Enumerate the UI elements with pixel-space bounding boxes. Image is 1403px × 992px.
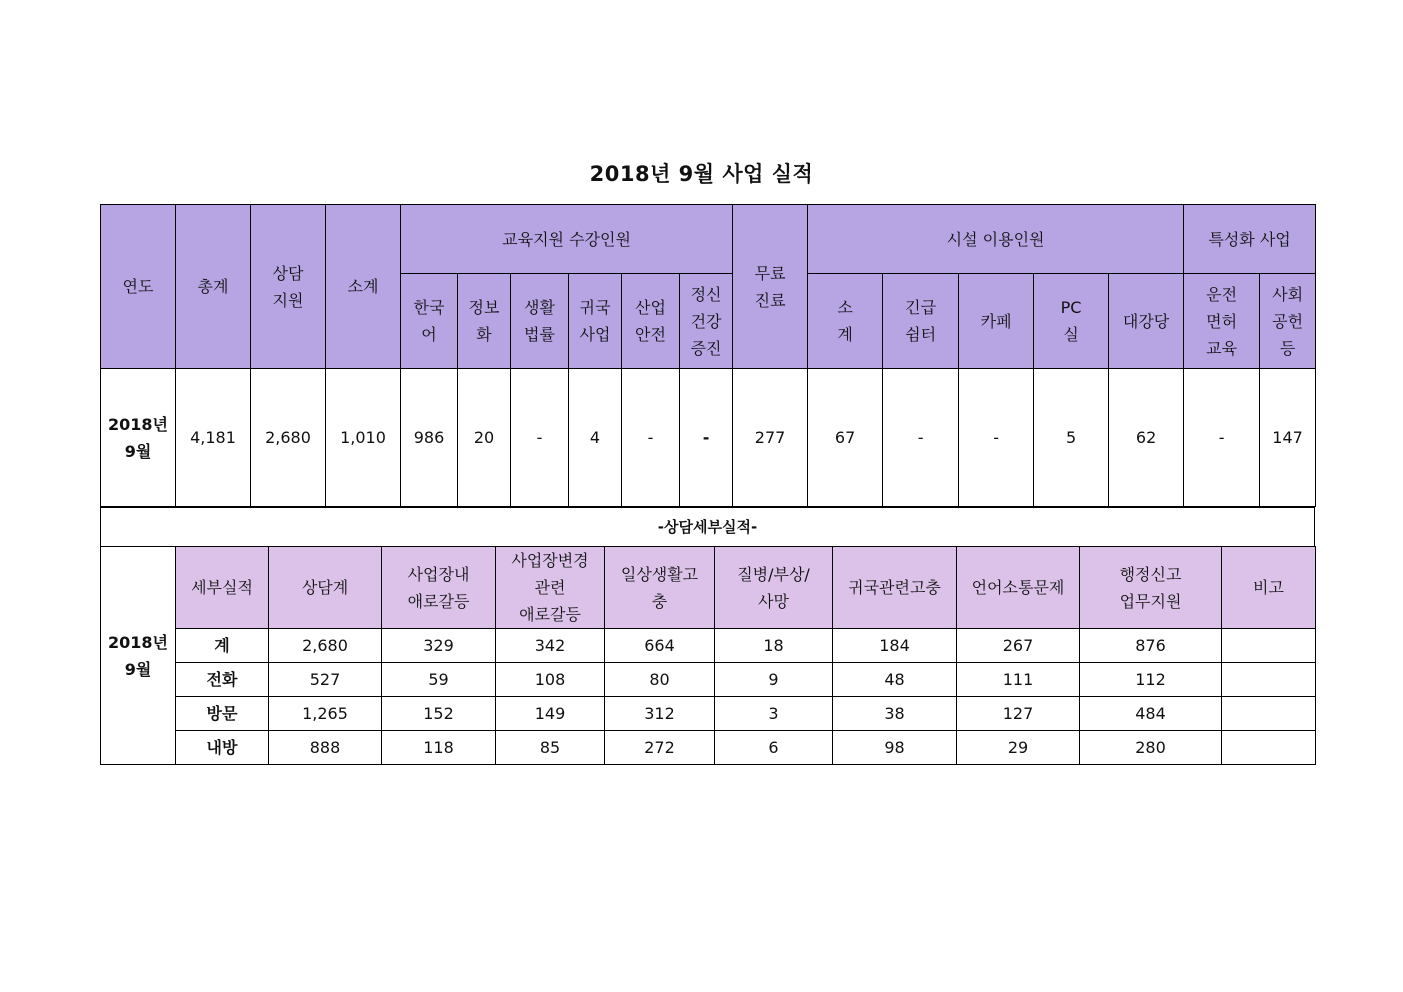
cell-it: 20 bbox=[458, 369, 511, 507]
cell-return: 4 bbox=[569, 369, 622, 507]
table-cell: 9 bbox=[715, 663, 833, 697]
header-korean: 한국 어 bbox=[401, 274, 458, 369]
table-cell: 85 bbox=[496, 731, 605, 765]
table-cell: 2,680 bbox=[269, 629, 382, 663]
row-label: 전화 bbox=[176, 663, 269, 697]
header-subtotal: 소계 bbox=[326, 205, 401, 369]
table-cell: 184 bbox=[833, 629, 957, 663]
detail-header-return: 귀국관련고충 bbox=[833, 547, 957, 629]
detail-header-workplace-change: 사업장변경 관련 애로갈등 bbox=[496, 547, 605, 629]
cell-social-contribution: 147 bbox=[1260, 369, 1316, 507]
table-cell: 112 bbox=[1080, 663, 1222, 697]
table-cell: 29 bbox=[957, 731, 1080, 765]
cell-life-law: - bbox=[511, 369, 569, 507]
table-cell: 664 bbox=[605, 629, 715, 663]
table-cell: 267 bbox=[957, 629, 1080, 663]
cell-facility-subtotal: 67 bbox=[808, 369, 883, 507]
table-row bbox=[101, 629, 1316, 663]
cell-free-clinic: 277 bbox=[733, 369, 808, 507]
header-year: 연도 bbox=[101, 205, 176, 369]
table-cell: 280 bbox=[1080, 731, 1222, 765]
table-row bbox=[101, 697, 1316, 731]
page-title: 2018년 9월 사업 실적 bbox=[589, 162, 814, 186]
cell-counsel: 2,680 bbox=[251, 369, 326, 507]
detail-header-counsel-total: 상담계 bbox=[269, 547, 382, 629]
table-cell: 149 bbox=[496, 697, 605, 731]
performance-table bbox=[100, 204, 1316, 507]
table-cell bbox=[1222, 629, 1316, 663]
header-facility-subtotal: 소 계 bbox=[808, 274, 883, 369]
cell-emergency-shelter: - bbox=[883, 369, 959, 507]
detail-header-remarks: 비고 bbox=[1222, 547, 1316, 629]
table-cell: 152 bbox=[382, 697, 496, 731]
header-it: 정보 화 bbox=[458, 274, 511, 369]
detail-table bbox=[100, 546, 1316, 765]
header-counsel: 상담 지원 bbox=[251, 205, 326, 369]
header-cafe: 카페 bbox=[959, 274, 1034, 369]
header-auditorium: 대강당 bbox=[1109, 274, 1184, 369]
table-cell: 527 bbox=[269, 663, 382, 697]
header-driving-license: 운전 면허 교육 bbox=[1184, 274, 1260, 369]
header-mental-health: 정신 건강 증진 bbox=[680, 274, 733, 369]
row-label: 내방 bbox=[176, 731, 269, 765]
detail-header-workplace-conflict: 사업장내 애로갈등 bbox=[382, 547, 496, 629]
cell-subtotal: 1,010 bbox=[326, 369, 401, 507]
cell-cafe: - bbox=[959, 369, 1034, 507]
table-cell: 127 bbox=[957, 697, 1080, 731]
cell-industrial-safety: - bbox=[622, 369, 680, 507]
table-cell: 484 bbox=[1080, 697, 1222, 731]
cell-mental-health: - bbox=[680, 369, 733, 507]
table-cell: 48 bbox=[833, 663, 957, 697]
table-cell bbox=[1222, 731, 1316, 765]
row-label: 계 bbox=[176, 629, 269, 663]
header-return: 귀국 사업 bbox=[569, 274, 622, 369]
cell-pc-room: 5 bbox=[1034, 369, 1109, 507]
header-emergency-shelter: 긴급 쉼터 bbox=[883, 274, 959, 369]
cell-driving-license: - bbox=[1184, 369, 1260, 507]
detail-header-category: 세부실적 bbox=[176, 547, 269, 629]
detail-header-illness: 질병/부상/ 사망 bbox=[715, 547, 833, 629]
header-education-group: 교육지원 수강인원 bbox=[401, 205, 733, 274]
detail-title: -상담세부실적- bbox=[101, 508, 1315, 547]
table-cell: 98 bbox=[833, 731, 957, 765]
table-cell: 108 bbox=[496, 663, 605, 697]
detail-header-language: 언어소통문제 bbox=[957, 547, 1080, 629]
detail-title-table bbox=[100, 507, 1315, 547]
cell-auditorium: 62 bbox=[1109, 369, 1184, 507]
table-cell: 3 bbox=[715, 697, 833, 731]
table-cell: 59 bbox=[382, 663, 496, 697]
table-cell: 80 bbox=[605, 663, 715, 697]
detail-year: 2018년 9월 bbox=[101, 547, 176, 765]
detail-header-daily-life: 일상생활고 충 bbox=[605, 547, 715, 629]
cell-year: 2018년 9월 bbox=[101, 369, 176, 507]
table-row bbox=[101, 663, 1316, 697]
table-cell: 329 bbox=[382, 629, 496, 663]
table-cell: 312 bbox=[605, 697, 715, 731]
cell-total: 4,181 bbox=[176, 369, 251, 507]
table-row bbox=[101, 731, 1316, 765]
header-free-clinic: 무료 진료 bbox=[733, 205, 808, 369]
header-facility-group: 시설 이용인원 bbox=[808, 205, 1184, 274]
table-cell: 272 bbox=[605, 731, 715, 765]
header-social-contribution: 사회 공헌 등 bbox=[1260, 274, 1316, 369]
table-cell bbox=[1222, 663, 1316, 697]
table-cell bbox=[1222, 697, 1316, 731]
table-cell: 111 bbox=[957, 663, 1080, 697]
table-cell: 888 bbox=[269, 731, 382, 765]
table-cell: 876 bbox=[1080, 629, 1222, 663]
row-label: 방문 bbox=[176, 697, 269, 731]
header-life-law: 생활 법률 bbox=[511, 274, 569, 369]
header-total: 총계 bbox=[176, 205, 251, 369]
table-cell: 118 bbox=[382, 731, 496, 765]
table-cell: 6 bbox=[715, 731, 833, 765]
header-industrial-safety: 산업 안전 bbox=[622, 274, 680, 369]
cell-korean: 986 bbox=[401, 369, 458, 507]
header-pc-room: PC 실 bbox=[1034, 274, 1109, 369]
detail-header-admin: 행정신고 업무지원 bbox=[1080, 547, 1222, 629]
header-special-group: 특성화 사업 bbox=[1184, 205, 1316, 274]
table-cell: 18 bbox=[715, 629, 833, 663]
table-cell: 342 bbox=[496, 629, 605, 663]
table-cell: 1,265 bbox=[269, 697, 382, 731]
table-cell: 38 bbox=[833, 697, 957, 731]
